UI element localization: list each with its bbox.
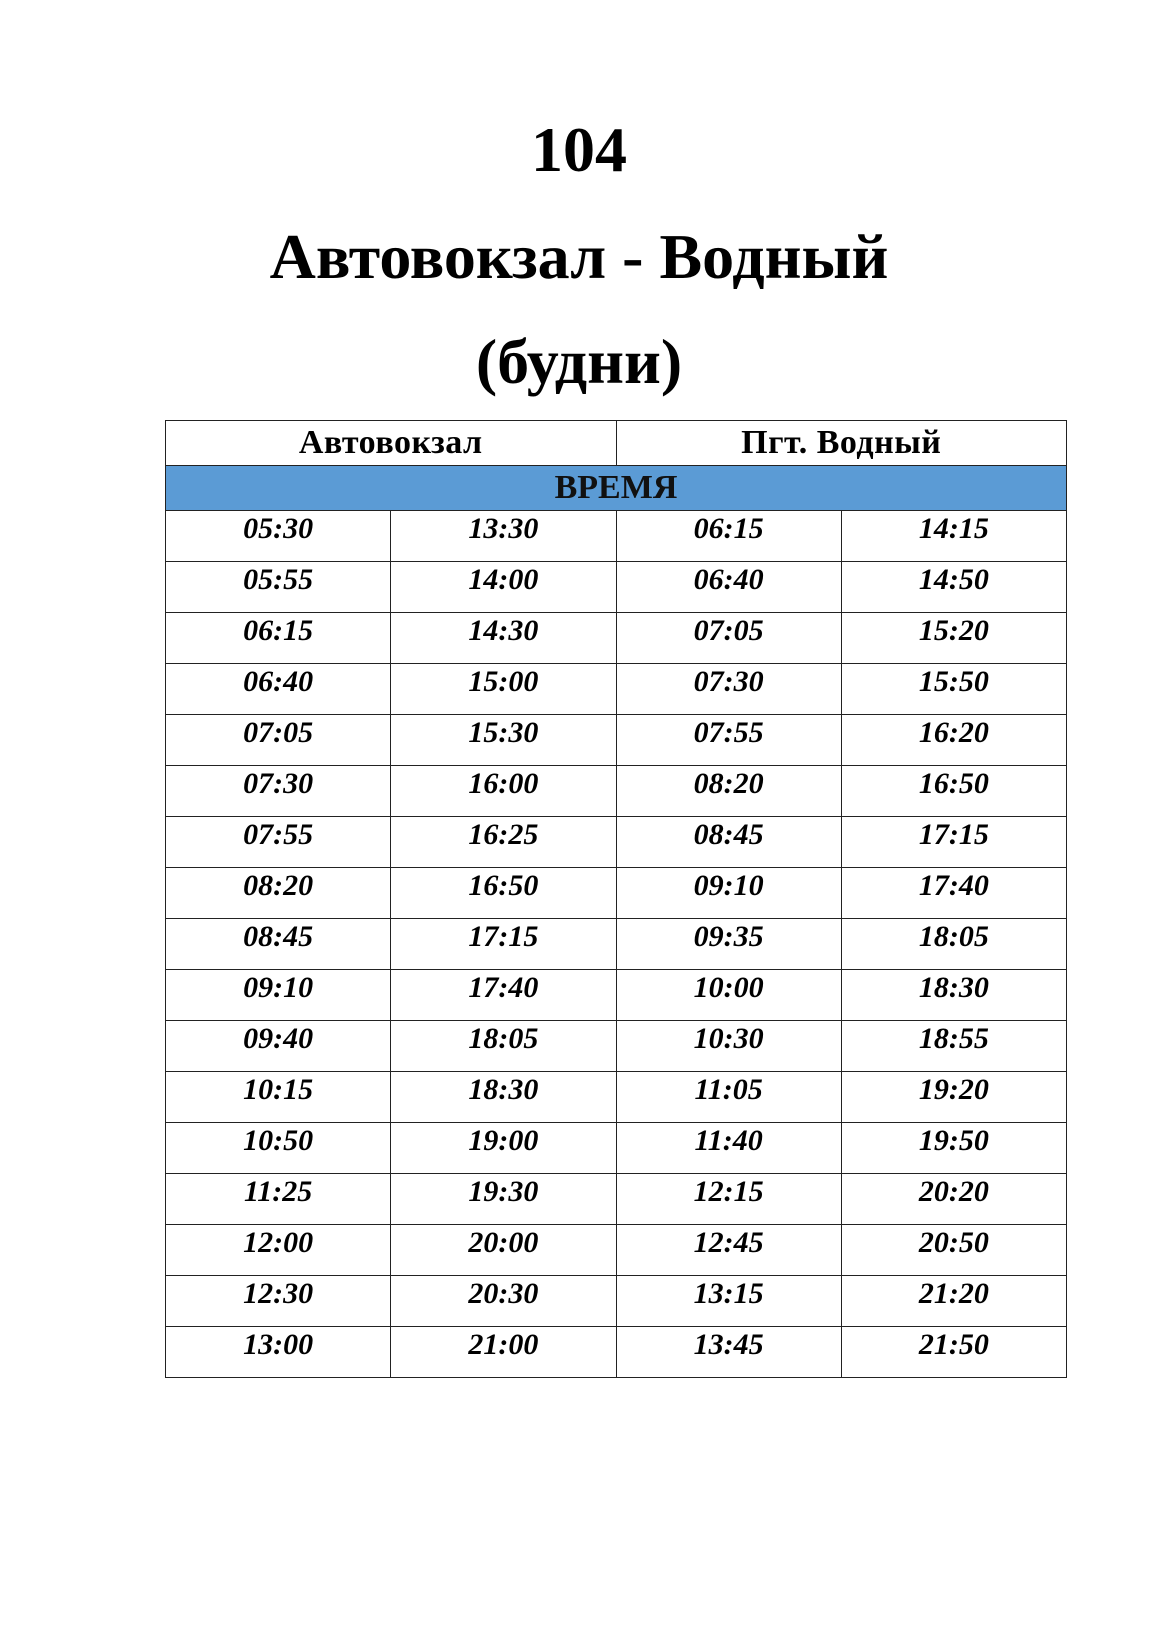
departure-time: 16:20 xyxy=(841,715,1066,766)
departure-time: 16:25 xyxy=(391,817,616,868)
table-row xyxy=(166,1276,1067,1327)
departure-time: 07:55 xyxy=(616,715,841,766)
departure-time: 06:15 xyxy=(166,613,391,664)
departure-time: 14:30 xyxy=(391,613,616,664)
departure-time: 19:00 xyxy=(391,1123,616,1174)
departure-time: 06:40 xyxy=(616,562,841,613)
departure-time: 20:30 xyxy=(391,1276,616,1327)
table-row xyxy=(166,715,1067,766)
departure-time: 08:20 xyxy=(166,868,391,919)
departure-time: 20:20 xyxy=(841,1174,1066,1225)
departure-time: 16:00 xyxy=(391,766,616,817)
departure-time: 18:30 xyxy=(841,970,1066,1021)
departure-time: 09:10 xyxy=(616,868,841,919)
table-row xyxy=(166,1123,1067,1174)
departure-time: 15:20 xyxy=(841,613,1066,664)
departure-time: 18:30 xyxy=(391,1072,616,1123)
departure-time: 19:50 xyxy=(841,1123,1066,1174)
departure-time: 09:40 xyxy=(166,1021,391,1072)
schedule-days: (будни) xyxy=(475,326,683,397)
departure-time: 07:55 xyxy=(166,817,391,868)
departure-time: 17:40 xyxy=(391,970,616,1021)
timetable-body xyxy=(166,511,1067,1378)
departure-time: 19:30 xyxy=(391,1174,616,1225)
departure-time: 16:50 xyxy=(391,868,616,919)
departure-time: 17:40 xyxy=(841,868,1066,919)
table-row xyxy=(166,868,1067,919)
departure-time: 07:30 xyxy=(616,664,841,715)
table-row xyxy=(166,1327,1067,1378)
departure-time: 15:00 xyxy=(391,664,616,715)
departure-time: 13:15 xyxy=(616,1276,841,1327)
departure-time: 13:00 xyxy=(166,1327,391,1378)
departure-time: 10:50 xyxy=(166,1123,391,1174)
departure-time: 08:45 xyxy=(616,817,841,868)
time-band: ВРЕМЯ xyxy=(166,466,1067,511)
departure-time: 17:15 xyxy=(391,919,616,970)
departure-time: 20:50 xyxy=(841,1225,1066,1276)
departure-time: 17:15 xyxy=(841,817,1066,868)
table-row xyxy=(166,919,1067,970)
departure-time: 10:00 xyxy=(616,970,841,1021)
departure-time: 08:45 xyxy=(166,919,391,970)
departure-time: 21:20 xyxy=(841,1276,1066,1327)
departure-time: 12:30 xyxy=(166,1276,391,1327)
timetable xyxy=(165,420,1067,1378)
table-row xyxy=(166,970,1067,1021)
column-header-stop-a: Автовокзал xyxy=(166,421,617,466)
departure-time: 12:15 xyxy=(616,1174,841,1225)
departure-time: 21:50 xyxy=(841,1327,1066,1378)
route-name: Автовокзал - Водный xyxy=(269,221,889,292)
departure-time: 05:55 xyxy=(166,562,391,613)
departure-time: 13:45 xyxy=(616,1327,841,1378)
departure-time: 07:05 xyxy=(166,715,391,766)
table-row xyxy=(166,817,1067,868)
departure-time: 15:50 xyxy=(841,664,1066,715)
departure-time: 14:50 xyxy=(841,562,1066,613)
departure-time: 05:30 xyxy=(166,511,391,562)
departure-time: 07:05 xyxy=(616,613,841,664)
departure-time: 14:00 xyxy=(391,562,616,613)
departure-time: 12:00 xyxy=(166,1225,391,1276)
column-header-stop-b: Пгт. Водный xyxy=(616,421,1067,466)
departure-time: 18:55 xyxy=(841,1021,1066,1072)
departure-time: 20:00 xyxy=(391,1225,616,1276)
table-row xyxy=(166,1174,1067,1225)
table-row xyxy=(166,664,1067,715)
table-row xyxy=(166,766,1067,817)
departure-time: 11:25 xyxy=(166,1174,391,1225)
departure-time: 18:05 xyxy=(841,919,1066,970)
departure-time: 21:00 xyxy=(391,1327,616,1378)
departure-time: 11:05 xyxy=(616,1072,841,1123)
departure-time: 10:15 xyxy=(166,1072,391,1123)
departure-time: 16:50 xyxy=(841,766,1066,817)
table-row xyxy=(166,1072,1067,1123)
departure-time: 13:30 xyxy=(391,511,616,562)
departure-time: 09:35 xyxy=(616,919,841,970)
departure-time: 15:30 xyxy=(391,715,616,766)
table-row xyxy=(166,1021,1067,1072)
table-row xyxy=(166,1225,1067,1276)
table-row xyxy=(166,562,1067,613)
table-row xyxy=(166,613,1067,664)
departure-time: 08:20 xyxy=(616,766,841,817)
route-number: 104 xyxy=(531,114,627,185)
departure-time: 06:15 xyxy=(616,511,841,562)
table-row xyxy=(166,511,1067,562)
departure-time: 11:40 xyxy=(616,1123,841,1174)
departure-time: 14:15 xyxy=(841,511,1066,562)
departure-time: 07:30 xyxy=(166,766,391,817)
departure-time: 09:10 xyxy=(166,970,391,1021)
departure-time: 19:20 xyxy=(841,1072,1066,1123)
departure-time: 06:40 xyxy=(166,664,391,715)
departure-time: 12:45 xyxy=(616,1225,841,1276)
departure-time: 10:30 xyxy=(616,1021,841,1072)
departure-time: 18:05 xyxy=(391,1021,616,1072)
